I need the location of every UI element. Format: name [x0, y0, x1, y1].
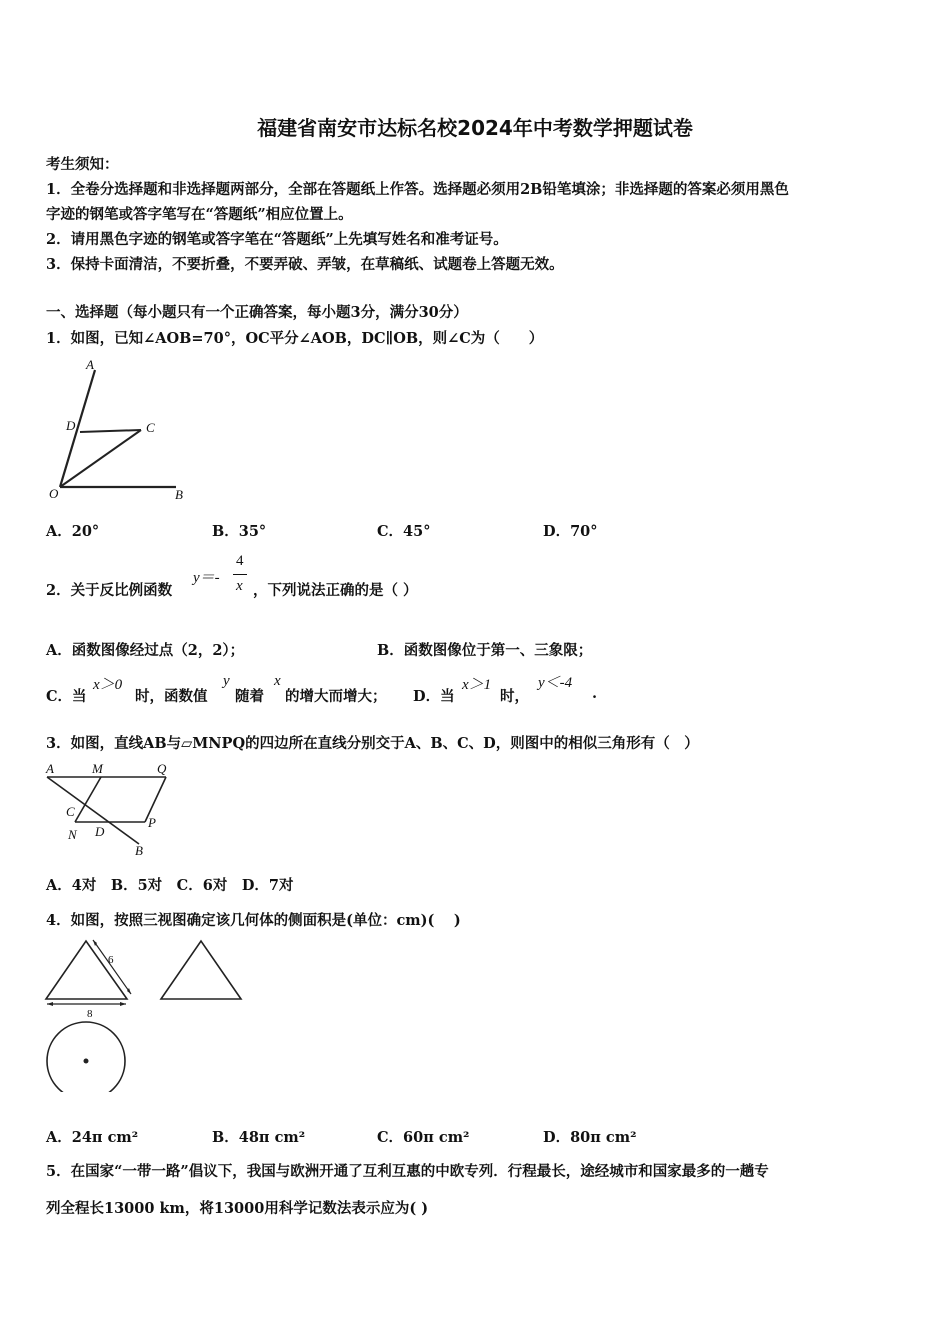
q4-dim-base: 8 — [87, 1008, 93, 1020]
q1-label-a: A — [86, 357, 94, 372]
q1-label-o: O — [49, 486, 59, 501]
q2-option-d-1: D．当 — [413, 688, 455, 705]
section-heading: 一、选择题（每小题只有一个正确答案，每小题3分，满分30分） — [46, 304, 468, 321]
q1-label-c: C — [146, 420, 155, 435]
page-title: 福建省南安市达标名校2024年中考数学押题试卷 — [257, 116, 693, 140]
q3-label-n: N — [68, 827, 77, 842]
q1-option-d: D．70° — [543, 523, 598, 540]
q2-option-c-x: x＞0 — [93, 677, 123, 693]
q2-option-c-1: C．当 — [46, 688, 87, 705]
q2-option-c-y: y — [223, 673, 230, 689]
q4-figure — [40, 932, 250, 1092]
q1-figure — [44, 356, 204, 506]
q1-option-c: C．45° — [377, 523, 431, 540]
q4-option-a: A．24π cm² — [46, 1129, 139, 1146]
q2-option-a: A．函数图像经过点（2，2）； — [46, 642, 245, 659]
q5-line-1: 5．在国家“一带一路”倡议下，我国与欧洲开通了互利互惠的中欧专列．行程最长，途经城市和国家最多的一趟专 — [46, 1163, 769, 1180]
q2-option-d-3: . — [592, 685, 598, 702]
q1-label-b: B — [175, 487, 183, 502]
q4-option-c: C．60π cm² — [377, 1129, 470, 1146]
q2-formula-lhs: y＝- — [193, 570, 220, 586]
notice-line-1a: 1．全卷分选择题和非选择题两部分，全部在答题纸上作答。选择题必须用2B铅笔填涂；非选择题的答案必须用黑色 — [46, 181, 789, 198]
q2-formula-num: 4 — [236, 553, 244, 569]
q3-label-m: M — [92, 761, 103, 776]
q3-label-d: D — [95, 824, 105, 839]
q2-fraction-bar — [233, 574, 247, 575]
q2-option-c-3: 随着 — [235, 688, 264, 705]
notice-line-1b: 字迹的钢笔或答字笔写在“答题纸”相应位置上。 — [46, 206, 353, 223]
q3-stem: 3．如图，直线AB与▱MNPQ的四边所在直线分别交于A、B、C、D，则图中的相似三角形有（ ） — [46, 735, 699, 752]
q4-side-view — [161, 941, 241, 999]
q3-label-a: A — [46, 761, 54, 776]
q2-stem-post: ，下列说法正确的是（ ） — [253, 582, 418, 599]
q4-dim-side: 6 — [108, 954, 114, 966]
q2-option-c-x2: x — [274, 673, 281, 689]
q2-option-c-4: 的增大而增大； — [285, 688, 387, 705]
q2-stem-pre: 2．关于反比例函数 — [46, 582, 173, 599]
q2-option-c-2: 时，函数值 — [135, 688, 208, 705]
q4-stem: 4．如图，按照三视图确定该几何体的侧面积是(单位：cm)( ) — [46, 912, 461, 929]
q3-options: A．4对 B．5对 C．6对 D．7对 — [46, 877, 294, 894]
q1-option-b: B．35° — [212, 523, 267, 540]
q4-front-view — [46, 941, 127, 999]
q3-label-q: Q — [157, 761, 167, 776]
q2-option-d-y: y＜-4 — [538, 675, 573, 691]
q5-line-2: 列全程长13000 km，将13000用科学记数法表示应为( ) — [46, 1200, 429, 1217]
notice-line-2: 2．请用黑色字迹的钢笔或答字笔在“答题纸”上先填写姓名和准考证号。 — [46, 231, 508, 248]
q4-top-view — [47, 1022, 125, 1092]
q3-label-p: P — [148, 815, 156, 830]
q2-option-b: B．函数图像位于第一、三象限； — [377, 642, 593, 659]
notice-line-3: 3．保持卡面清洁，不要折叠，不要弄破、弄皱，在草稿纸、试题卷上答题无效。 — [46, 256, 564, 273]
q3-label-b: B — [135, 843, 143, 858]
q1-stem: 1．如图，已知∠AOB=70°，OC平分∠AOB，DC∥OB，则∠C为（ ） — [46, 330, 544, 347]
q4-option-d: D．80π cm² — [543, 1129, 637, 1146]
q1-option-a: A．20° — [46, 523, 100, 540]
q3-figure — [40, 758, 190, 860]
q2-formula-den: x — [236, 578, 243, 594]
q3-label-c: C — [66, 804, 75, 819]
q2-option-d-2: 时， — [500, 688, 529, 705]
notice-heading: 考生须知： — [46, 156, 119, 173]
q4-option-b: B．48π cm² — [212, 1129, 306, 1146]
q2-option-d-x: x＞1 — [462, 677, 492, 693]
q1-label-d: D — [66, 418, 76, 433]
